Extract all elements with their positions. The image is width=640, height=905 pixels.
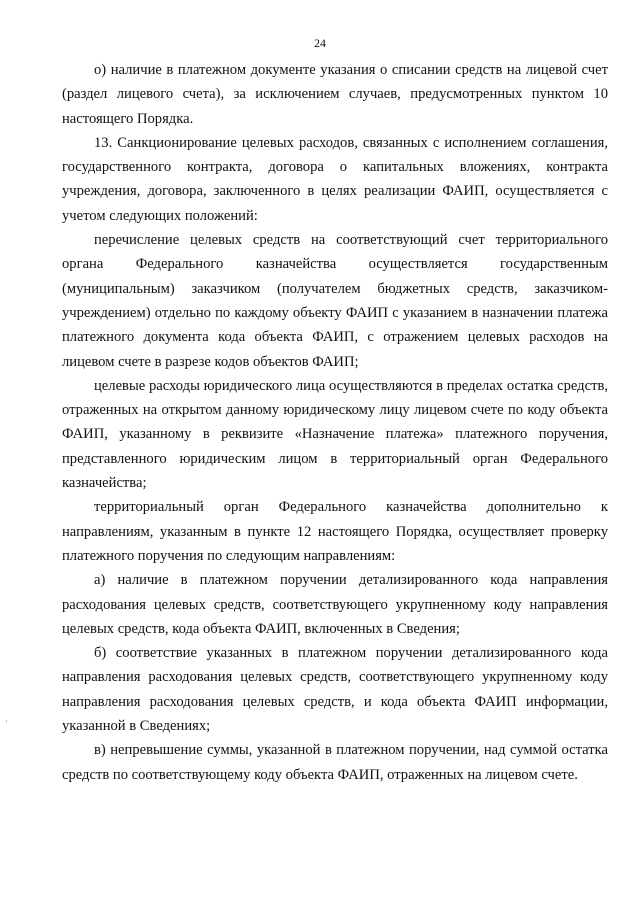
paragraph-item-o: о) наличие в платежном документе указания о списании средств на лицевой счет (раздел лицевого счета), за исключением случаев, предусмотренных пунктом 10 настоящего Порядка.: [62, 62, 608, 127]
page-number: 24: [314, 36, 326, 50]
paragraph-legal-entity-expenses: целевые расходы юридического лица осуществляются в пределах остатка средств, отраженных на открытом данному юридическому лицу лицевом счете по коду объекта ФАИП, указанному в реквизите «Назначение платежа» платежного поручения, представленного юридическим лицом в территориальный орган Федерального казначейства;: [62, 377, 608, 492]
paragraph-item-a: а) наличие в платежном поручении детализированного кода направления расходования целевых средств, соответствующего укрупненному коду направления целевых средств, кода объекта ФАИП, включенных в Сведения;: [62, 572, 608, 637]
document-body: [62, 58, 608, 787]
paragraph-item-b: б) соответствие указанных в платежном поручении детализированного кода направления расходования целевых средств, соответствующего укрупненному коду направления расходования целевых средств, и кода объекта ФАИП информации, указанной в Сведениях;: [62, 645, 608, 735]
paragraph-item-v: в) непревышение суммы, указанной в платежном поручении, над суммой остатка средств по соответствующему коду объекта ФАИП, отраженных на лицевом счете.: [62, 742, 608, 783]
scan-artifact: [6, 720, 7, 722]
paragraph-section-13: 13. Санкционирование целевых расходов, связанных с исполнением соглашения, государственного контракта, договора о капитальных вложениях, контракта учреждения, договора, заключенного в целях реализации ФАИП, осуществляется с учетом следующих положений:: [62, 134, 608, 224]
paragraph-transfer-funds: перечисление целевых средств на соответствующий счет территориального органа Федерального казначейства осуществляется государственным (муниципальным) заказчиком (получателем бюджетных средств, заказчиком-учреждением) отдельно по каждому объекту ФАИП с указанием в назначении платежа платежного документа кода объекта ФАИП, с отражением целевых расходов на лицевом счете в разрезе кодов объектов ФАИП;: [62, 232, 608, 370]
paragraph-treasury-check: территориальный орган Федерального казначейства дополнительно к направлениям, указанным в пункте 12 настоящего Порядка, осуществляет проверку платежного поручения по следующим направлениям:: [62, 499, 608, 564]
